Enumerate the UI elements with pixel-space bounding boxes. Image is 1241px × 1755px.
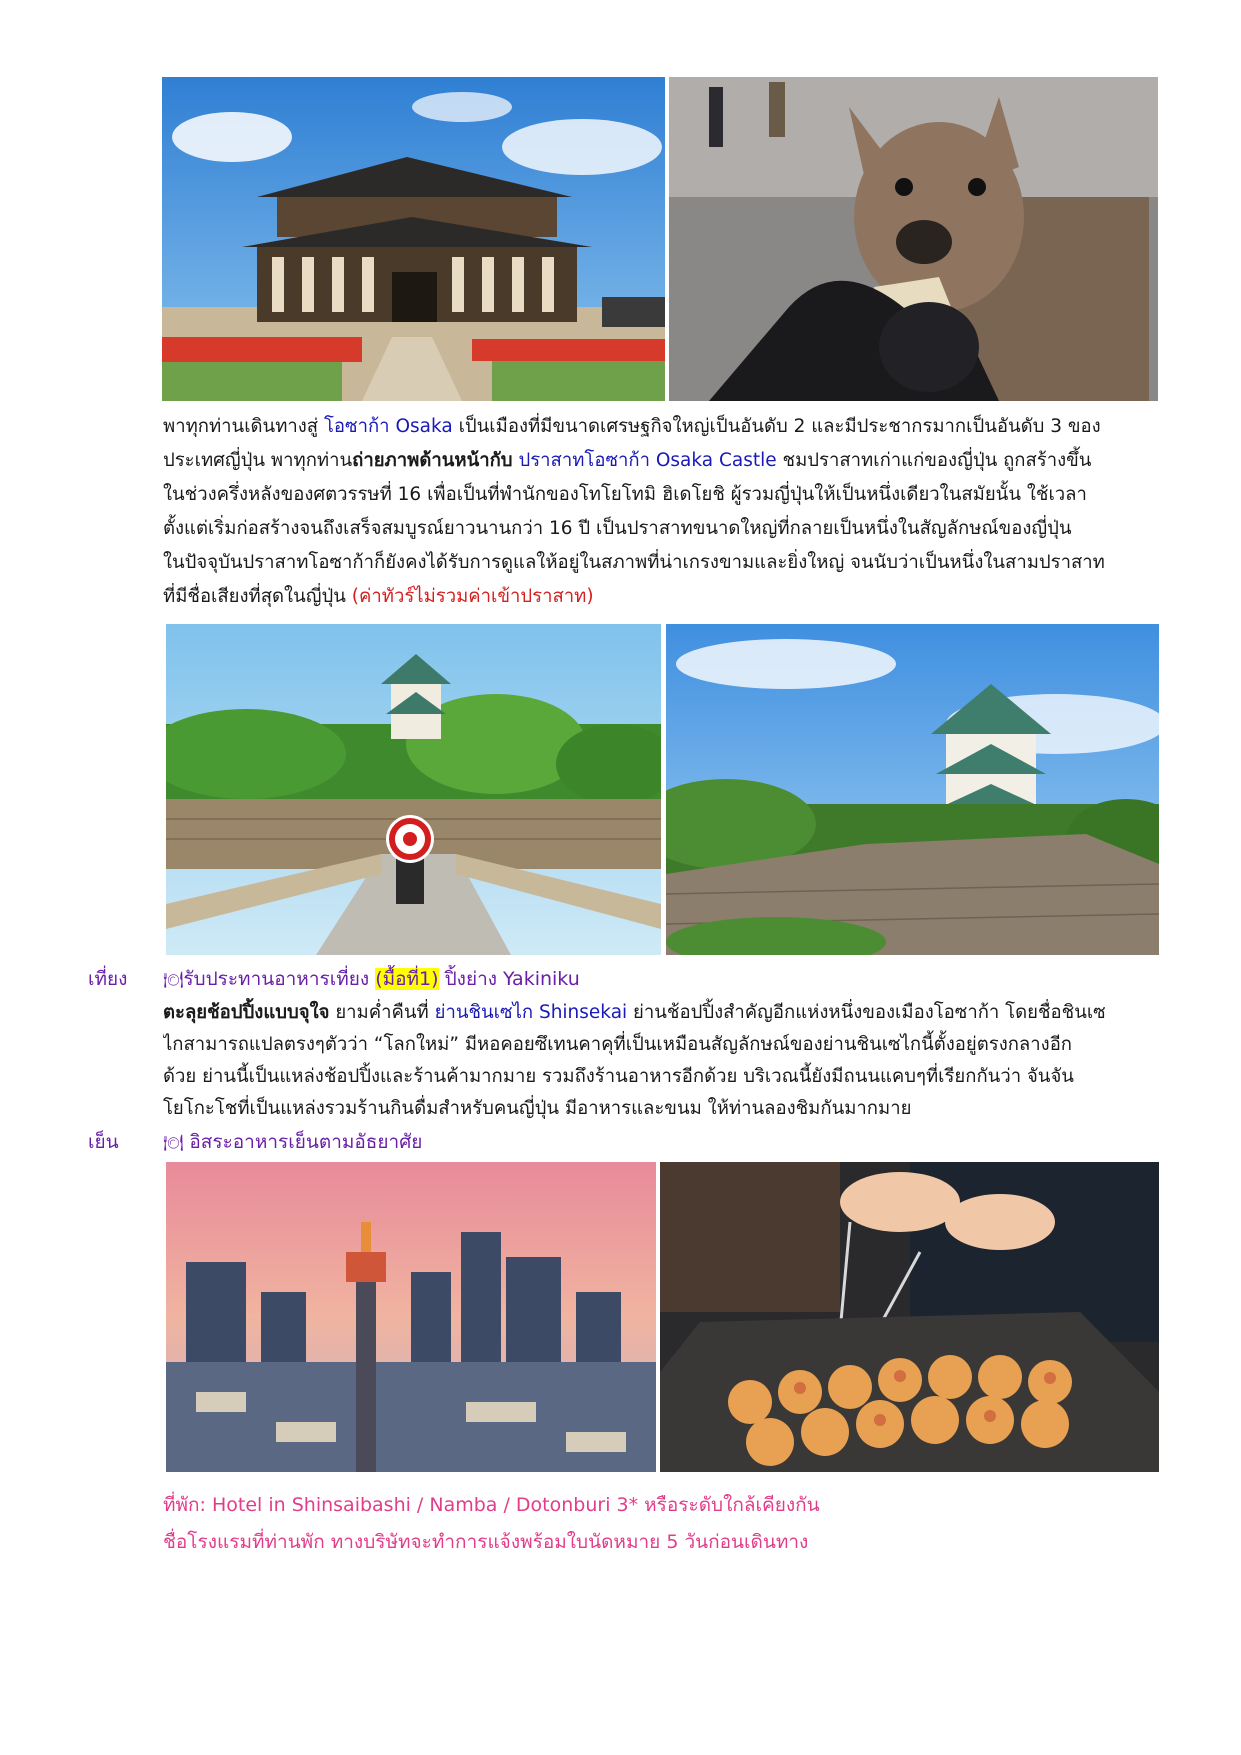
text-span: พาทุกท่านเดินทางสู่ (163, 416, 324, 437)
paragraph-line: ในปัจจุบันปราสาทโอซาก้าก็ยังคงได้รับการดูแลให้อยู่ในสภาพที่น่าเกรงขามและยิ่งใหญ่ จนนับว่าเป็นหนึ่งในสามปราสาท (163, 552, 1105, 573)
lunch-text: รับประทานอาหารเที่ยง (183, 968, 376, 990)
osaka-skyline-photo (166, 1162, 656, 1472)
plate-icon: 🍽 (163, 1133, 184, 1152)
lunch-time-label: เที่ยง (88, 968, 128, 990)
deer-photo (669, 77, 1158, 401)
place-name-shinsekai: ย่านชินเซไก Shinsekai (434, 1002, 628, 1023)
paragraph-line (163, 580, 1169, 614)
paragraph-line (163, 997, 1169, 1029)
paragraph-line: ตั้งแต่เริ่มก่อสร้างจนถึงเสร็จสมบูรณ์ยาวนานกว่า 16 ปี เป็นปราสาทขนาดใหญ่ที่กลายเป็นหนึ่งในสัญลักษณ์ของญี่ปุ่น (163, 518, 1072, 539)
text-span: ยามค่ำคืนที่ (329, 1002, 435, 1023)
fee-note: (ค่าทัวร์ไม่รวมค่าเข้าปราสาท) (351, 586, 594, 607)
dinner-time-label: เย็น (88, 1131, 119, 1153)
paragraph-line: โยโกะโชที่เป็นแหล่งรวมร้านกินดื่มสำหรับคนญี่ปุ่น มีอาหารและขนม ให้ท่านลองชิมกันมากมาย (163, 1098, 912, 1119)
hotel-notice-line: ชื่อโรงแรมที่ท่านพัก ทางบริษัทจะทำการแจ้งพร้อมใบนัดหมาย 5 วันก่อนเดินทาง (163, 1531, 809, 1553)
place-name-osaka: โอซาก้า Osaka (323, 416, 453, 437)
bold-text: ตะลุยช้อปปิ้งแบบจุใจ (163, 1002, 330, 1023)
place-name-osaka-castle: ปราสาทโอซาก้า Osaka Castle (518, 450, 777, 471)
bold-text: ถ่ายภาพด้านหน้ากับ (352, 450, 513, 471)
paragraph-line (163, 410, 1169, 444)
paragraph-line: ไกสามารถแปลตรงๆตัวว่า “โลกใหม่” มีหอคอยซึเทนคาคุที่เป็นเหมือนสัญลักษณ์ของย่านชินเซไกนี้ตั้งอยู่ตรงกลางอีก (163, 1034, 1073, 1055)
text-span: ประเทศญี่ปุ่น พาทุกท่าน (163, 450, 353, 471)
lunch-meal-line (163, 964, 580, 994)
plate-icon: 🍽 (163, 970, 184, 989)
osaka-castle-bridge-photo (166, 624, 661, 955)
lunch-menu: ปิ้งย่าง Yakiniku (438, 968, 580, 990)
text-span: เป็นเมืองที่มีขนาดเศรษฐกิจใหญ่เป็นอันดับ 2 และมีประชากรมากเป็นอันดับ 3 ของ (452, 416, 1101, 437)
text-span: ที่มีชื่อเสียงที่สุดในญี่ปุ่น (163, 586, 352, 607)
hotel-info-line: ที่พัก: Hotel in Shinsaibashi / Namba / Dotonburi 3* หรือระดับใกล้เคียงกัน (163, 1494, 820, 1516)
temple-photo (162, 77, 665, 401)
takoyaki-photo (660, 1162, 1159, 1472)
osaka-castle-wall-photo (666, 624, 1159, 955)
text-span: ชมปราสาทเก่าแก่ของญี่ปุ่น ถูกสร้างขึ้น (776, 450, 1092, 471)
dinner-text: อิสระอาหารเย็นตามอัธยาศัย (183, 1131, 423, 1153)
meal-number-highlight: (มื้อที่1) (375, 968, 439, 990)
paragraph-line: ด้วย ย่านนี้เป็นแหล่งช้อปปิ้งและร้านค้ามากมาย รวมถึงร้านอาหารอีกด้วย บริเวณนี้ยังมีถนนแคบๆที่เรียกกันว่า จันจัน (163, 1066, 1074, 1087)
text-span: ย่านช้อปปิ้งสำคัญอีกแห่งหนึ่งของเมืองโอซาก้า โดยชื่อชินเซ (627, 1002, 1106, 1023)
dinner-meal-line (163, 1127, 422, 1157)
paragraph-line (163, 444, 1169, 478)
osaka-description (163, 410, 1169, 614)
paragraph-line: ในช่วงครึ่งหลังของศตวรรษที่ 16 เพื่อเป็นที่พำนักของโทโยโทมิ ฮิเดโยชิ ผู้รวมญี่ปุ่นให้เป็นหนึ่งเดียวในสมัยนั้น ใช้เวลา (163, 484, 1087, 505)
shinsekai-description (163, 997, 1169, 1125)
